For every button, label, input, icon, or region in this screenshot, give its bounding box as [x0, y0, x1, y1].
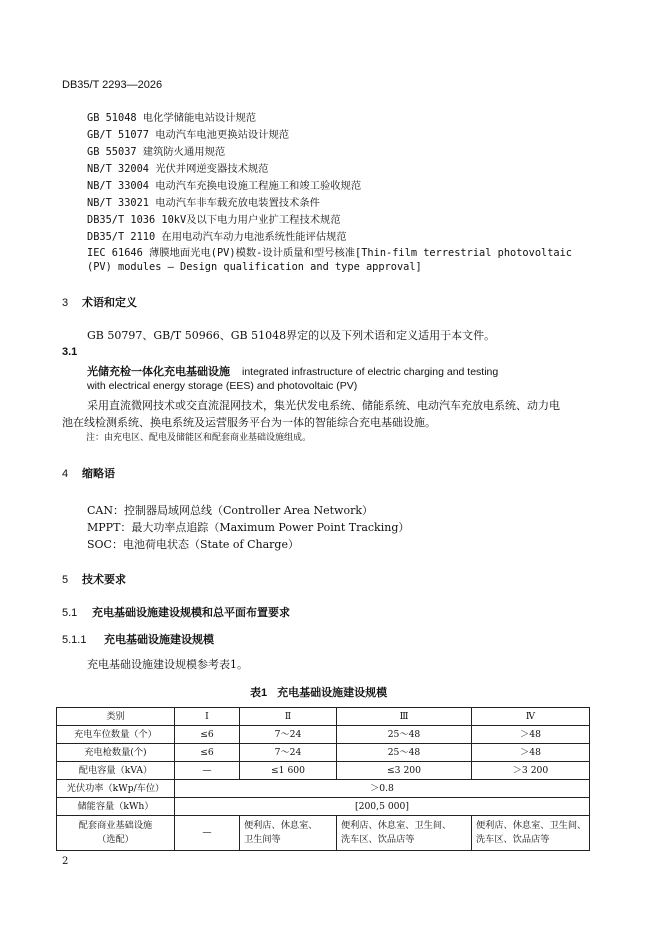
table-cell: —: [175, 762, 240, 780]
table-row: [57, 726, 590, 744]
section-title: 技术要求: [82, 574, 126, 586]
term-number: 3.1: [62, 346, 78, 358]
term-note: 注：由充电区、配电及储能区和配套商业基础设施组成。: [86, 433, 312, 443]
table-row: [57, 798, 590, 816]
section-title: 缩略语: [82, 468, 115, 480]
subsection-title: 充电基础设施建设规模: [104, 634, 214, 646]
cell-line: 便利店、休息室、: [244, 820, 318, 831]
table-cell: ＞0.8: [175, 780, 590, 798]
section-5-heading: [62, 571, 126, 587]
cell-line: 便利店、休息室、卫生间、: [476, 820, 587, 831]
reference-item: GB/T 51077 电动汽车电池更换站设计规范: [87, 129, 290, 141]
row-label-cell: 配电容量（kVA）: [57, 762, 175, 780]
cell-line: 洗车区、饮品店等: [341, 834, 415, 845]
table-cell: [472, 816, 590, 851]
section-number: 4: [62, 468, 69, 480]
table-caption-number: 表1: [250, 687, 268, 699]
definition-line1: 采用直流微网技术或交直流混网技术，集光伏发电系统、储能系统、电动汽车充放电系统、动力电: [87, 399, 560, 412]
section-number: 5: [62, 574, 69, 586]
table-cell: 25～48: [337, 744, 472, 762]
table-cell: ≤6: [175, 744, 240, 762]
row-label-cell: 充电枪数量(个): [57, 744, 175, 762]
header-cell: 类别: [57, 708, 175, 726]
reference-item: DB35/T 1036 10kV及以下电力用户业扩工程技术规范: [87, 214, 341, 226]
table-caption: [250, 684, 387, 700]
table-cell: —: [175, 816, 240, 851]
subsection-5-1-heading: [62, 604, 290, 620]
row-label-cell: 储能容量（kWh）: [57, 798, 175, 816]
row-label-cell: [57, 816, 175, 851]
cell-line: 洗车区、饮品店等: [476, 834, 550, 845]
reference-item: NB/T 33004 电动汽车充换电设施工程施工和竣工验收规范: [87, 180, 362, 192]
row-label-cell: 光伏功率（kWp/车位）: [57, 780, 175, 798]
table-cell: ＞48: [472, 744, 590, 762]
row-label-cell: 充电车位数量（个）: [57, 726, 175, 744]
abbreviation-item: SOC：电池荷电状态（State of Charge）: [87, 538, 299, 551]
document-code-header: DB35/T 2293—2026: [62, 79, 163, 91]
table-cell: 25～48: [337, 726, 472, 744]
subsection-number: 5.1.1: [62, 634, 87, 646]
table-cell: ≤6: [175, 726, 240, 744]
table-cell: ＞48: [472, 726, 590, 744]
reference-item: IEC 61646 薄膜地面光电(PV)模数-设计质量和型号核准[Thin-film terrestrial photovoltaic: [87, 247, 573, 259]
abbreviation-item: MPPT：最大功率点追踪（Maximum Power Point Tracking）: [87, 521, 410, 534]
header-cell: Ⅰ: [175, 708, 240, 726]
header-cell: Ⅳ: [472, 708, 590, 726]
row-label-line: （选配）: [97, 834, 134, 845]
section-4-heading: [62, 465, 115, 481]
reference-item: GB 51048 电化学储能电站设计规范: [87, 112, 257, 124]
terms-intro: GB 50797、GB/T 50966、GB 51048界定的以及下列术语和定义适用于本文件。: [87, 329, 496, 342]
subsection-title: 充电基础设施建设规模和总平面布置要求: [92, 607, 290, 619]
reference-item: NB/T 33021 电动汽车非车载充放电装置技术条件: [87, 197, 320, 209]
table-row: [57, 762, 590, 780]
row-label-line: 配套商业基础设施: [78, 820, 153, 831]
table-reference-text: 充电基础设施建设规模参考表1。: [87, 658, 248, 671]
reference-item: GB 55037 建筑防火通用规范: [87, 146, 226, 158]
term-english-line1: integrated infrastructure of electric charging and testing: [242, 366, 499, 378]
table-cell: 7～24: [240, 744, 337, 762]
table-cell: [337, 816, 472, 851]
table-cell: [240, 816, 337, 851]
table-cell: ≤1 600: [240, 762, 337, 780]
reference-item: DB35/T 2110 在用电动汽车动力电池系统性能评估规范: [87, 231, 347, 243]
term-english-line2: with electrical energy storage (EES) and photovoltaic (PV): [87, 380, 358, 392]
term-title: [87, 363, 498, 379]
cell-line: 便利店、休息室、卫生间、: [341, 820, 452, 831]
abbreviation-item: CAN：控制器局域网总线（Controller Area Network）: [87, 504, 373, 517]
reference-item: NB/T 32004 光伏并网逆变器技术规范: [87, 163, 269, 175]
table-row: [57, 780, 590, 798]
table-cell: ≤3 200: [337, 762, 472, 780]
header-cell: Ⅱ: [240, 708, 337, 726]
table-row: [57, 816, 590, 851]
table-header-row: [57, 708, 590, 726]
subsection-5-1-1-heading: [62, 631, 214, 647]
subsection-number: 5.1: [62, 607, 78, 619]
definition-line2: 池在线检测系统、换电系统及运营服务平台为一体的智能综合充电基础设施。: [62, 416, 436, 429]
table-row: [57, 744, 590, 762]
section-title: 术语和定义: [82, 297, 137, 309]
table-cell: [200,5 000]: [175, 798, 590, 816]
section-3-heading: [62, 294, 137, 310]
scale-table: [56, 707, 590, 851]
header-cell: Ⅲ: [337, 708, 472, 726]
term-chinese: 光储充检一体化充电基础设施: [87, 366, 230, 378]
page-number: 2: [62, 856, 69, 867]
cell-line: 卫生间等: [244, 834, 281, 845]
reference-item: (PV) modules – Design qualification and type approval]: [87, 261, 422, 273]
table-cell: ＞3 200: [472, 762, 590, 780]
table-caption-title: 充电基础设施建设规模: [277, 687, 388, 699]
table-cell: 7～24: [240, 726, 337, 744]
section-number: 3: [62, 297, 69, 309]
